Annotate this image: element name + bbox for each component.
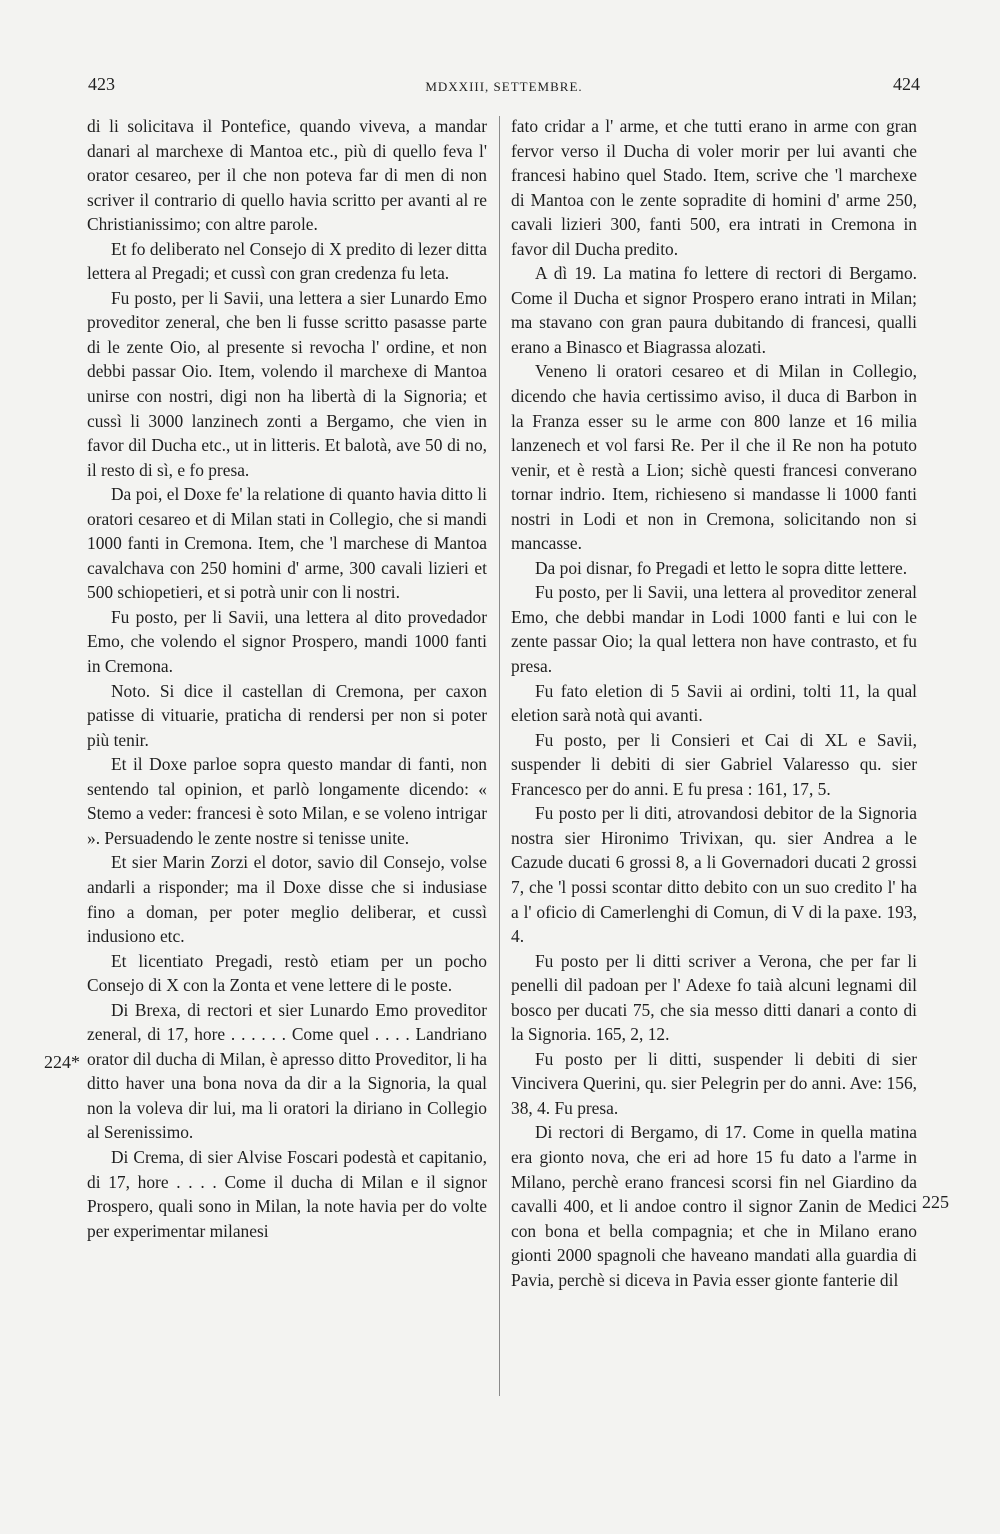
- right-column: [511, 114, 917, 1292]
- left-margin-number: 224*: [44, 1052, 80, 1072]
- paragraph: Di rectori di Bergamo, di 17. Come in quella matina era gionto nova, che eri ad hore 15 fu dato a l'arme in Milano, perchè erano francesi scorsi fin nel Giardino da cavalli 400, et li andoe contro il signor Zanin de Medici con bona et bella compagnia; et che in Milano erano gionti 2000 spagnoli che haveano mandati alla guardia di Pavia, perchè si diceva in Pavia esser gionte fanterie dil: [511, 1122, 917, 1290]
- paragraph: Fu posto per li ditti, suspender li debiti di sier Vincivera Querini, qu. sier Pelegrin per do anni. Ave: 156, 38, 4. Fu presa.: [511, 1048, 917, 1118]
- paragraph: A dì 19. La matina fo lettere di rectori di Bergamo. Come il Ducha et signor Prospero erano intrati in Milan; ma stavano con gran paura dubitando di francesi, qualli erano a Binasco et Biagrassa alozati.: [511, 263, 917, 357]
- paragraph: Et sier Marin Zorzi el dotor, savio dil Consejo, volse andarli a risponder; ma il Doxe disse che si indusiase fino a doman, per poter meglio deliberar, et cussì indusiono etc.: [87, 852, 487, 947]
- paragraph: Et fo deliberato nel Consejo di X predito di lezer ditta lettera al Pregadi; et cussì con gran credenza fu leta.: [87, 238, 487, 284]
- paragraph: Fu posto, per li Savii, una lettera al proveditor zeneral Emo, che debbi mandar in Lodi 1000 fanti e lui con le zente passar Oio; la qual lettera non have contrasto, et fu presa.: [511, 582, 917, 677]
- paragraph: Da poi disnar, fo Pregadi et letto le sopra ditte lettere.: [535, 557, 908, 578]
- paragraph: di li solicitava il Pontefice, quando viveva, a mandar danari al marchexe di Mantoa etc., più di quello feva l' orator cesareo, per il che non poteva far di men di non scriver il contrario di quello havia scritto per avanti al re Christianissimo; con altre parole.: [87, 116, 487, 235]
- left-column: [87, 114, 487, 1243]
- left-page-number: 423: [88, 74, 115, 94]
- paragraph: Et il Doxe parloe sopra questo mandar di fanti, non sentendo tal opinion, et parlò longamente dicendo: « Stemo a veder: francesi è soto Milan, e se voleno intrigar ». Persuadendo le zente nostre si tenisse unite.: [87, 754, 487, 848]
- paragraph: Fu posto, per li Savii, una lettera al dito provedador Emo, che volendo el signor Prospero, mandi 1000 fanti in Cremona.: [87, 606, 487, 677]
- paragraph: Di Brexa, di rectori et sier Lunardo Emo proveditor zeneral, di 17, hore . . . . . . Come quel . . . . Landriano orator dil ducha di Milan, è apresso ditto Proveditor, li ha ditto haver una bona nova da dir a la Signoria, la qual non la voleva dir lui, ma li oratori la diriano in Collegio al Serenissimo.: [87, 999, 487, 1143]
- paragraph: Veneno li oratori cesareo et di Milan in Collegio, dicendo che havia certissimo aviso, il duca di Barbon in la Franza esser su le arme con 800 lanze et 16 milia lanzenech et vol farsi Re. Per il che il Re non ha potuto venir, et è restà a Lion; sichè questi francesi converano tornar indrio. Item, richieseno si mandasse li 1000 fanti nostri in Lodi et non in Cremona, solicitando non si mancasse.: [511, 361, 917, 554]
- paragraph: Di Crema, di sier Alvise Foscari podestà et capitanio, di 17, hore . . . . Come il ducha di Milan e il signor Prospero, quali sono in Milan, la note havia per do volte per experimentar milanesi: [87, 1146, 487, 1241]
- paragraph: Fu fato eletion di 5 Savii ai ordini, tolti 11, la qual eletion sarà notà qui avanti.: [511, 680, 917, 726]
- running-title: MDXXIII, SETTEMBRE.: [425, 79, 583, 94]
- right-page-number: 424: [893, 74, 920, 94]
- paragraph: Fu posto per li diti, atrovandosi debitor de la Signoria nostra sier Hironimo Trivixan, qu. sier Andrea a le Cazude ducati 6 grossi 8, a li Governadori ducati 2 grossi 7, che 'l possi scontar ditto debito con un suo credito l' ha a l' oficio di Camerlenghi di Comun, di V di la paxe. 193, 4.: [511, 803, 917, 947]
- page-header: [88, 74, 920, 98]
- paragraph: Noto. Si dice il castellan di Cremona, per caxon patisse di vituarie, praticha di rendersi per non si poter più tenir.: [87, 680, 487, 750]
- paragraph: Fu posto, per li Savii, una lettera a sier Lunardo Emo proveditor zeneral, che ben li fusse scritto pasasse parte di le zente Oio, al presente si revocha l' ordine, et non debbi passar Oio. Item, volendo il marchexe di Mantoa unirse con nostri, digi non ha libertà di la Signoria; et cussì li 3000 lanzinech zonti a Bergamo, che vien in favor dil Ducha etc., ut in litteris. Et balotà, ave 50 di no, il resto di sì, e fo presa.: [87, 287, 487, 480]
- paragraph: Fu posto, per li Consieri et Cai di XL e Savii, suspender li debiti di sier Gabriel Valaresso qu. sier Francesco per do anni. E fu presa : 161, 17, 5.: [511, 729, 917, 799]
- paragraph: Da poi, el Doxe fe' la relatione di quanto havia ditto li oratori cesareo et di Milan stati in Collegio, che si mandi 1000 fanti in Cremona. Item, che 'l marchese di Mantoa cavalchava con 250 homini d' arme, 300 cavali lizieri et 500 schiopetieri, et si potrà unir con li nostri.: [87, 484, 487, 603]
- column-divider: [499, 116, 500, 1396]
- paragraph: Fu posto per li ditti scriver a Verona, che per far li penelli dil padoan per l' Adexe fo taià alcuni legnami dil bosco per ducati 75, che sia messo ditti danari a conto di la Signoria. 165, 2, 12.: [511, 950, 917, 1045]
- paragraph: Et licentiato Pregadi, restò etiam per un pocho Consejo di X con la Zonta et vene lettere di le poste.: [87, 950, 487, 996]
- right-margin-number: 225: [922, 1192, 949, 1212]
- paragraph: fato cridar a l' arme, et che tutti erano in arme con gran fervor verso il Ducha di voler morir per lui avanti che francesi habino quel Stado. Item, scrive che 'l marchexe di Mantoa con le zente sopradite di homini d' arme 250, cavali lizieri 300, fanti 500, era intrati in Cremona in favor dil Ducha predito.: [511, 116, 917, 259]
